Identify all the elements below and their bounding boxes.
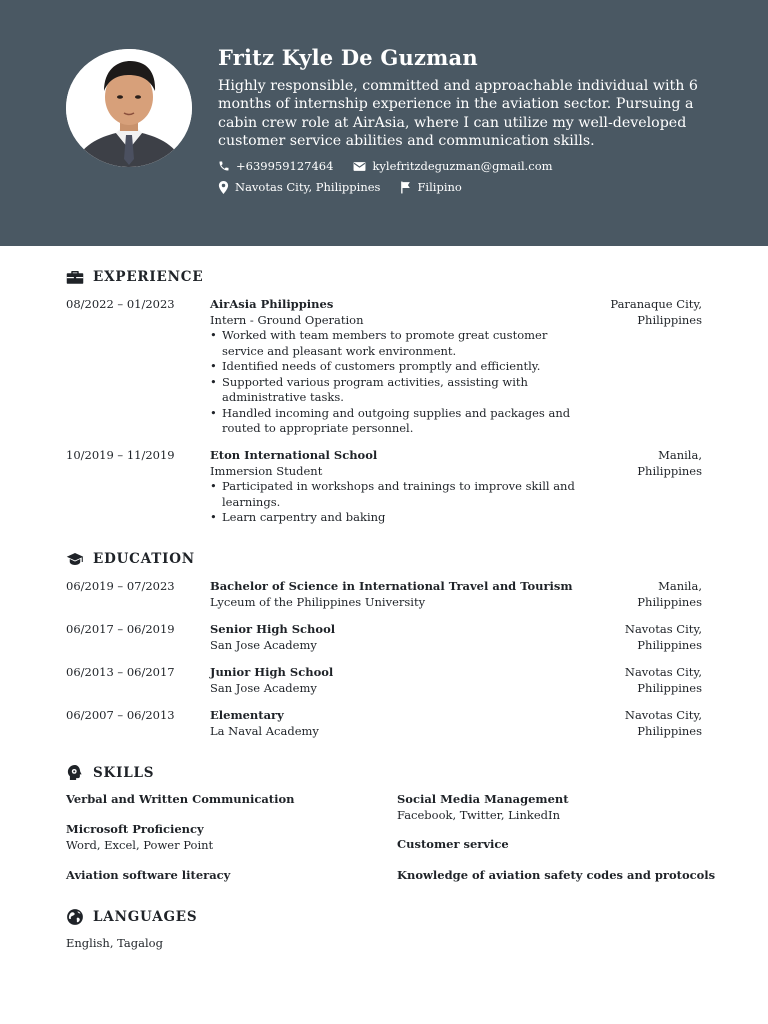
entry-dates: 06/2007 – 06/2013 [66,708,175,722]
entry-school: La Naval Academy [210,723,319,738]
skill-name: Social Media Management [397,792,569,806]
entry-location [582,579,702,610]
bullet-item: • Identified needs of customers promptly and efficiently. [210,359,580,375]
entry-dates: 06/2013 – 06/2017 [66,665,175,679]
phone-icon [218,160,230,172]
globe-icon [66,908,84,926]
location-line: Paranaque City, [610,297,702,311]
skill-item [66,868,386,884]
entry-body [210,622,580,653]
map-pin-icon [218,181,229,194]
contact-nationality [400,180,461,194]
entry-location [582,665,702,696]
entry-organization: Eton International School [210,448,378,462]
languages-title: LANGUAGES [93,909,198,925]
entry-degree: Senior High School [210,622,336,636]
languages-heading [66,908,197,926]
bullet-item: • Participated in workshops and trainings to improve skill and learnings. [210,479,580,510]
location-line: Navotas City, [624,708,702,722]
mail-icon [353,161,366,172]
skill-name: Aviation software literacy [66,868,231,882]
bullet-item: • Worked with team members to promote great customer service and pleasant work environment. [210,328,580,359]
entry-role: Immersion Student [210,463,323,478]
experience-heading [66,269,203,285]
entry-degree: Elementary [210,708,284,722]
contact-email[interactable] [353,159,552,173]
location-line: Manila, [658,448,702,462]
skill-detail: Word, Excel, Power Point [66,837,214,852]
skill-item [397,792,717,823]
contact-location [218,180,380,194]
entry-body [210,579,610,610]
contact-row-2 [218,180,718,194]
entry-dates: 08/2022 – 01/2023 [66,297,175,311]
profile-summary: Highly responsible, committed and approachable individual with 6 months of internship experience in the aviation sector. Pursuing a cabin crew role at AirAsia, where I can utilize my well-developed customer service abilities and communication skills. [218,78,698,149]
location-line: Philippines [637,312,702,327]
skill-name: Verbal and Written Communication [66,792,295,806]
header-text [218,44,718,194]
skill-name: Knowledge of aviation safety codes and protocols [397,868,716,882]
experience-title: EXPERIENCE [93,269,204,285]
contact-row-1 [218,159,718,173]
location-line: Philippines [637,637,702,652]
head-gear-icon [66,764,84,781]
entry-location [582,622,702,653]
entry-bullets [210,479,580,526]
entry-bullets [210,328,580,437]
candidate-name: Fritz Kyle De Guzman [218,45,478,70]
location-text: Navotas City, Philippines [235,180,381,195]
skills-heading [66,764,154,781]
skill-item [66,792,386,808]
skill-item [397,868,717,884]
flag-icon [400,181,411,194]
location-line: Manila, [658,579,702,593]
education-heading [66,551,195,567]
skill-name: Customer service [397,837,509,851]
entry-school: San Jose Academy [210,637,317,652]
entry-role: Intern - Ground Operation [210,312,364,327]
entry-body [210,297,580,437]
location-line: Philippines [637,594,702,609]
entry-degree: Junior High School [210,665,334,679]
education-title: EDUCATION [93,551,195,567]
entry-dates: 06/2019 – 07/2023 [66,579,175,593]
phone-number: +639959127464 [236,159,334,174]
entry-body [210,665,580,696]
entry-location [582,448,702,479]
person-photo-icon [66,49,192,167]
briefcase-icon [66,269,84,285]
location-line: Navotas City, [624,665,702,679]
entry-location [582,297,702,328]
entry-dates: 10/2019 – 11/2019 [66,448,175,462]
entry-body [210,708,580,739]
entry-organization: AirAsia Philippines [210,297,334,311]
resume-header [0,0,768,246]
entry-school: Lyceum of the Philippines University [210,594,426,609]
entry-degree: Bachelor of Science in International Travel and Tourism [210,579,573,593]
entry-school: San Jose Academy [210,680,317,695]
profile-photo [66,49,192,167]
skill-detail: Facebook, Twitter, LinkedIn [397,807,560,822]
location-line: Philippines [637,680,702,695]
entry-location [582,708,702,739]
graduation-cap-icon [66,552,84,566]
skills-title: SKILLS [93,764,155,781]
bullet-item: • Learn carpentry and baking [210,510,580,526]
location-line: Philippines [637,723,702,738]
location-line: Philippines [637,463,702,478]
languages-list: English, Tagalog [66,936,163,950]
skill-item [397,837,717,853]
location-line: Navotas City, [624,622,702,636]
entry-body [210,448,580,526]
bullet-item: • Supported various program activities, assisting with administrative tasks. [210,375,580,406]
skill-name: Microsoft Proficiency [66,822,204,836]
nationality-text: Filipino [417,180,462,195]
email-address: kylefritzdeguzman@gmail.com [372,159,553,174]
skill-item [66,822,386,853]
entry-dates: 06/2017 – 06/2019 [66,622,175,636]
contact-phone[interactable] [218,159,333,173]
bullet-item: • Handled incoming and outgoing supplies and packages and routed to appropriate personnel. [210,406,580,437]
